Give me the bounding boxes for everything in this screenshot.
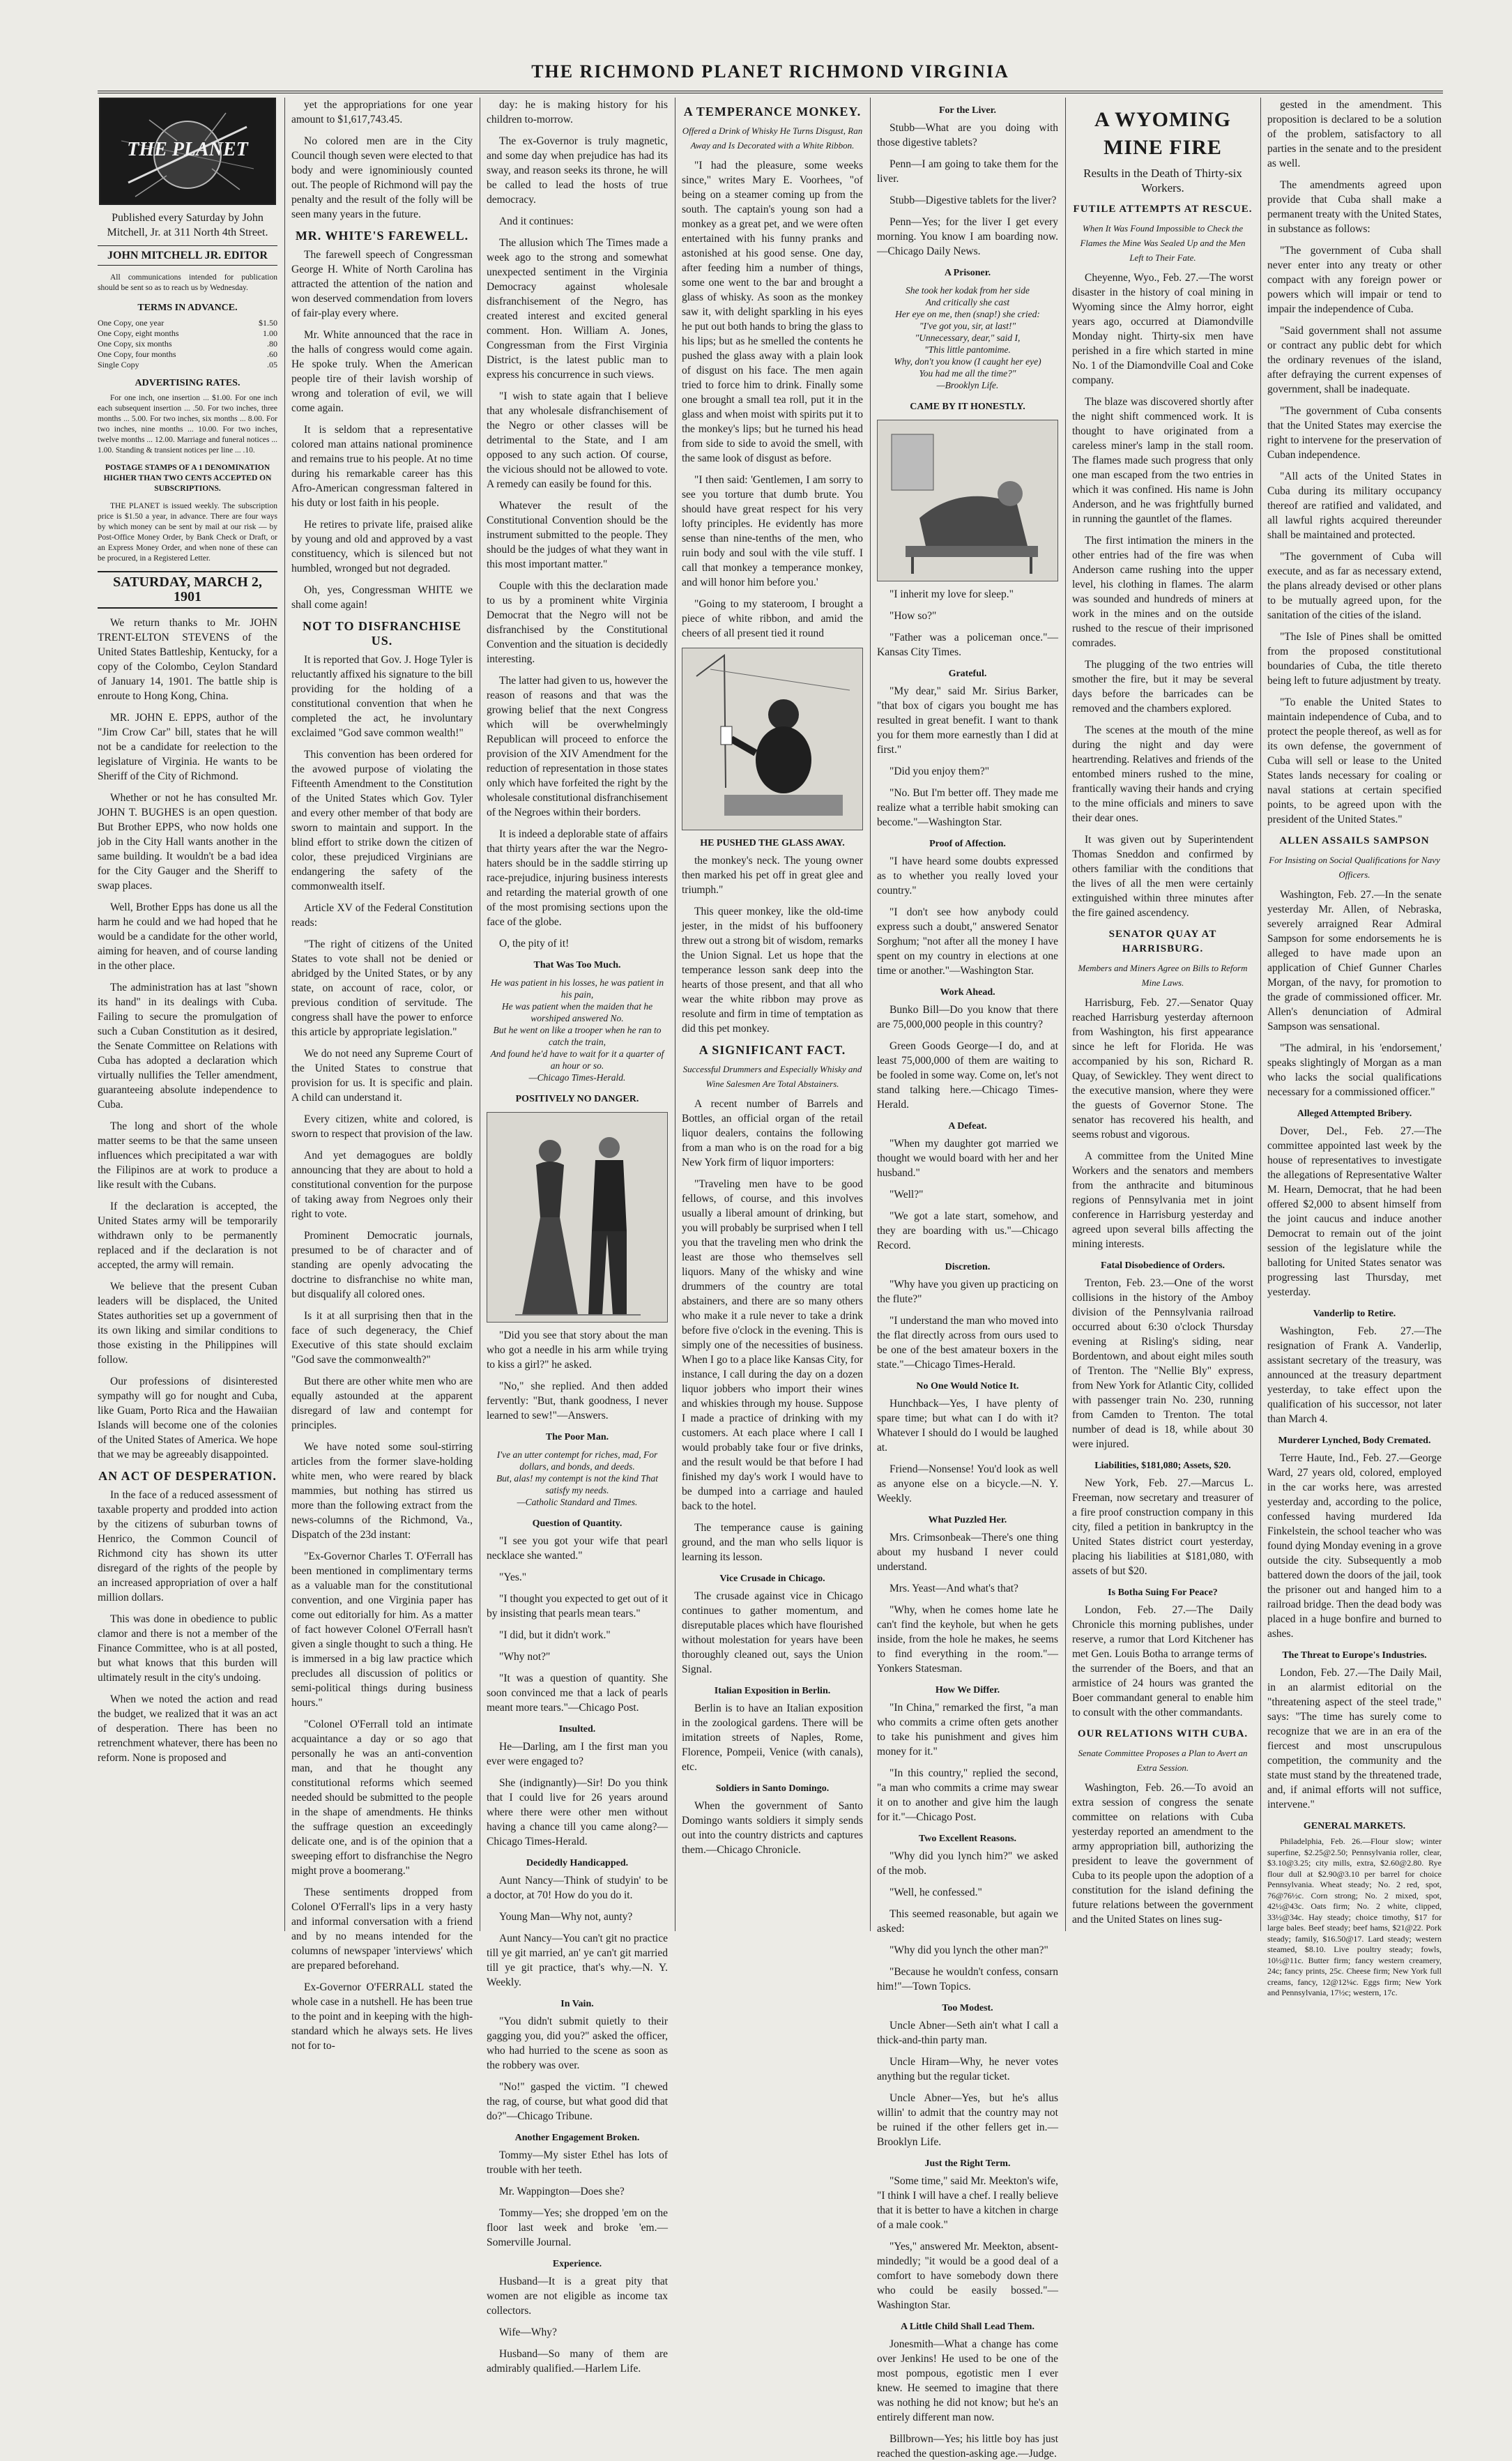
article-paragraph: This seemed reasonable, but again we asked: <box>877 1908 1058 1935</box>
article-headline: Grateful. <box>948 669 987 679</box>
article-paragraph: day: he is making history for his children to-morrow. <box>487 99 668 125</box>
article-headline: NOT TO DISFRANCHISE US. <box>302 619 462 648</box>
article-paragraph: "Why did you lynch the other man?" <box>889 1944 1048 1956</box>
article-paragraph: This was done in obedience to public clamor and there is not a member of the Finance Committee, who is at all posted, but what knows that this burden will ultimately result in the city's undoing. <box>98 1613 277 1684</box>
article-paragraph: "Why did you lynch him?" we asked of the mob. <box>877 1850 1058 1877</box>
article-paragraph: "Why not?" <box>499 1651 551 1663</box>
article-paragraph: Mr. Wappington—Does she? <box>499 2186 625 2197</box>
terms-row: One Copy, four months .60 <box>98 349 277 359</box>
article-headline: A WYOMING MINE FIRE <box>1094 108 1231 159</box>
article-paragraph: "Father was a policeman once."—Kansas City Times. <box>877 632 1058 658</box>
article-headline: A SIGNIFICANT FACT. <box>698 1043 846 1057</box>
article-paragraph: "It was a question of quantity. She soon convinced me that a lack of pearls meant more tears."—Chicago Post. <box>487 1673 668 1714</box>
article-paragraph: "Ex-Governor Charles T. O'Ferrall has been mentioned in complimentary terms as a valuable man for the constitutional convention, and one Virginia paper has come out editorially for him. As a matter of fact however Colonel O'Ferrall hasn't given a single thought to such a thing. He is immersed in a big law practice which precludes all discussion of politics or semi-political things during business hours." <box>291 1550 473 1709</box>
article-paragraph: Washington, Feb. 26.—To avoid an extra session of congress the senate committee on relations with Cuba yesterday reported an amendment to the army appropriation bill, authorizing the president to leave the government of Cuba to its people upon the adoption of a constitution for the island defining the future relations between the government and the United States on lines sug- <box>1072 1782 1253 1926</box>
article-paragraph: A committee from the United Mine Workers and the senators and members from the anthracite and bituminous regions of Pennsylvania met in joint conference in Harrisburg yesterday and agreed upon several bills affecting the mining interests. <box>1072 1150 1253 1250</box>
article-paragraph: And yet demagogues are boldly announcing that they are about to hold a constitutional convention for the purpose of taking away from Negroes only their right to vote. <box>291 1150 473 1220</box>
article-paragraph: Article XV of the Federal Constitution reads: <box>291 902 473 929</box>
article-paragraph: Husband—So many of them are admirably qualified.—Harlem Life. <box>487 2348 668 2375</box>
article-paragraph: "Well?" <box>889 1189 924 1201</box>
article-headline: For the Liver. <box>938 105 997 116</box>
column-5 <box>877 98 1058 2460</box>
article-paragraph: Friend—Nonsense! You'd look as well as anyone else on a bicycle.—N. Y. Weekly. <box>877 1463 1058 1504</box>
article-subhead: For Insisting on Social Qualifications for Navy Officers. <box>1269 855 1440 880</box>
article-paragraph: The plugging of the two entries will smother the fire, but it may be several days before the barricades can be removed and the chambers explored. <box>1072 659 1253 715</box>
article-paragraph: Terre Haute, Ind., Feb. 27.—George Ward, 27 years old, colored, employed in the car works here, was arrested yesterday and, according to the police, confessed having murdered Ida Finkelstein, the school teacher who was found dying Monday evening in a grove outside the city. Subsequently a mob battered down the doors of the jail, took the prisoner out and hanged him to a railroad bridge. Then the dead body was placed in a huge bonfire and burned to ashes. <box>1267 1452 1442 1640</box>
article-subhead: When It Was Found Impossible to Check the Flames the Mine Was Sealed Up and the Men Left to Their Fate. <box>1080 223 1246 263</box>
article-headline: Vice Crusade in Chicago. <box>719 1574 825 1584</box>
article-paragraph: Tommy—Yes; she dropped 'em on the floor last week and broke 'em.—Somerville Journal. <box>487 2207 668 2248</box>
article-paragraph: Cheyenne, Wyo., Feb. 27.—The worst disaster in the history of coal mining in Wyoming since the Almy horror, eight years ago, occurred at Diamondville Monday night. Thirty-six men have perished in a fire which started in mine No. 1 of the Diamondville Coal and Coke company. <box>1072 272 1253 386</box>
article-paragraph: This queer monkey, like the old-time jester, in the midst of his buffoonery threw out a strong bit of wisdom, remarks the Union Signal. Let us hope that the temperance lesson sank deep into the hearts of those present, and that all who wear the white ribbon may prove as resolute and firm in time of temptation as did this pet monkey. <box>682 906 864 1035</box>
article-paragraph: When we noted the action and read the budget, we realized that it was an act of desperation. There has been no retrenchment whatever, there has been no reform. None is proposed and <box>98 1693 277 1764</box>
article-paragraph: Uncle Hiram—Why, he never votes anything but the regular ticket. <box>877 2056 1058 2082</box>
article-paragraph: "I have heard some doubts expressed as to whether you really loved your country." <box>877 855 1058 897</box>
article-paragraph: We do not need any Supreme Court of the United States to construe that provision for us. It is specific and plain. A child can understand it. <box>291 1048 473 1104</box>
article-paragraph: Bunko Bill—Do you know that there are 75,000,000 people in this country? <box>877 1004 1058 1030</box>
sleeper-drawing <box>878 420 1057 581</box>
column-4 <box>682 98 863 1938</box>
article-paragraph: "Colonel O'Ferrall told an intimate acquaintance a day or so ago that personally he was an anti-convention man, and that he thought any constitutional reforms which seemed needed should be submitted to the people in the shape of amendments. He thinks the suffrage question an exceedingly delicate one, and is of the opinion that a sweeping effort to disfranchise the Negro might prove a boomerang." <box>291 1719 473 1877</box>
article-headline: Question of Quantity. <box>532 1518 623 1529</box>
article-paragraph: "In China," remarked the first, "a man who commits a crime often gets another to take his punishment and gives him money for it." <box>877 1702 1058 1758</box>
article-paragraph: "I see you got your wife that pearl necklace she wanted." <box>487 1535 668 1562</box>
article-headline: Just the Right Term. <box>924 2158 1011 2169</box>
article-headline: ALLEN ASSAILS SAMPSON <box>1279 835 1430 846</box>
column-rule <box>1260 98 1261 1931</box>
article-headline: GENERAL MARKETS. <box>1303 1821 1406 1831</box>
article-paragraph: The blaze was discovered shortly after the night shift commenced work. It is thought to have originated from a careless miner's lamp in the stall room. The flames made such progress that only one man escaped from the two entries in which it was confined. His name is John Anderson, and he was frightfully burned in running the gauntlet of the flames. <box>1072 396 1253 525</box>
article-paragraph: Oh, yes, Congressman WHITE we shall come again! <box>291 584 473 611</box>
article-paragraph: It was given out by Superintendent Thomas Sneddon and confirmed by others familiar with the conditions that the lives of all the men were certainly extinguished within three minutes after the fire gained ascendency. <box>1072 834 1253 919</box>
article-paragraph: Is it at all surprising then that in the face of such degeneracy, the Chief Executive of this state should exclaim "God save the commonwealth?" <box>291 1310 473 1366</box>
article-paragraph: It is indeed a deplorable state of affairs that thirty years after the war the Negro-haters should be in the saddle stirring up race-prejudice, injuring business interests and retarding the material growth of one of the most promising sections upon the face of the globe. <box>487 828 668 928</box>
article-paragraph: We believe that the present Cuban leaders will be displaced, the United States authorities set up a government of its own liking and similar conditions to those existing in the Philippines will follow. <box>98 1281 277 1366</box>
article-paragraph: She (indignantly)—Sir! Do you think that I could live for 26 years around where there were other men without having a chance till you came along?—Chicago Times-Herald. <box>487 1777 668 1847</box>
article-headline: Insulted. <box>558 1724 596 1735</box>
article-paragraph: "We got a late start, somehow, and they are boarding with us."—Chicago Record. <box>877 1210 1058 1251</box>
article-headline: In Vain. <box>560 1999 594 2009</box>
article-paragraph: "Going to my stateroom, I brought a piece of white ribbon, and amid the cheers of all present tied it round <box>682 598 863 639</box>
article-paragraph: "My dear," said Mr. Sirius Barker, "that box of cigars you bought me has resulted in great benefit. I want to thank you for them more earnestly than I did at first." <box>877 685 1058 756</box>
column-rule <box>870 98 871 1931</box>
article-paragraph: The long and short of the whole matter seems to be that the same unseen influences which precipitated a war with the Filipinos are at work to produce a like result with the Cubans. <box>98 1120 277 1191</box>
article-headline: Discretion. <box>945 1262 991 1272</box>
article-paragraph: Uncle Abner—Seth ain't what I call a thick-and-thin party man. <box>877 2020 1058 2046</box>
illustration-caption: HE PUSHED THE GLASS AWAY. <box>700 838 845 848</box>
article-paragraph: In the face of a reduced assessment of taxable property and prodded into action by the citizens of suburban towns of Henrico, the Common Council of Richmond city has shown its utter disregard of the rights of the people by an increased appropriation of over a half million dollars. <box>98 1489 277 1603</box>
article-paragraph: "No," she replied. And then added fervently: "But, thank goodness, I never learned to sew!"—Answers. <box>487 1380 668 1422</box>
article-headline: Experience. <box>552 2259 602 2269</box>
article-paragraph: Uncle Abner—Yes, but he's allus willin' to admit that the country may not be ruined if the other fellers get in.—Brooklyn Life. <box>877 2092 1058 2148</box>
article-headline: A Prisoner. <box>944 268 991 278</box>
article-paragraph: Penn—I am going to take them for the liver. <box>877 158 1058 185</box>
article-paragraph: "You didn't submit quietly to their gagging you, did you?" asked the officer, who had hurried to the scene as soon as the robbery was over. <box>487 2016 668 2071</box>
article-paragraph: New York, Feb. 27.—Marcus L. Freeman, now secretary and treasurer of a fire proof construction company in this city, filed a petition in bankruptcy in the United States district court yesterday, placing his liabilities at $181,080, with assets of but $20. <box>1072 1477 1253 1577</box>
article-paragraph: Hunchback—Yes, I have plenty of spare time; but what can I do with it? Whatever I should do I would be laughed at. <box>877 1398 1058 1454</box>
article-paragraph: "How so?" <box>889 610 937 622</box>
article-paragraph: yet the appropriations for one year amount to $1,617,743.45. <box>291 99 473 125</box>
article-headline: FUTILE ATTEMPTS AT RESCUE. <box>1073 204 1253 215</box>
article-paragraph: The farewell speech of Congressman George H. White of North Carolina has attracted the attention of the nation and won deserved commendation from lovers of fair-play every where. <box>291 249 473 319</box>
verse: I've an utter contempt for riches, mad, For dollars, and bonds, and deeds. But, alas! my contempt is not the kind That satisfy my needs. —Catholic Standard and Times. <box>496 1449 659 1507</box>
article-paragraph: "Well, he confessed." <box>889 1887 982 1898</box>
article-paragraph: "Why have you given up practicing on the flute?" <box>877 1279 1058 1305</box>
monkey-drawing <box>682 648 862 830</box>
column-rule <box>284 98 285 1931</box>
column-3 <box>487 98 668 2375</box>
article-paragraph: MR. JOHN E. EPPS, author of the "Jim Crow Car" bill, states that he will not be a candidate for reelection to the legislature of Virginia. He wants to be Sheriff of the City of Richmond. <box>98 712 277 782</box>
terms-row: One Copy, one year $1.50 <box>98 318 277 328</box>
logo-text: THE PLANET <box>127 139 248 160</box>
article-paragraph: The ex-Governor is truly magnetic, and some day when prejudice has had its sway, and reason seeks its throne, he will be called to lead the hosts of true democracy. <box>487 135 668 206</box>
article-paragraph: gested in the amendment. This proposition is declared to be a solution of the problem, satisfactory to all parties in the senate and to the president as well. <box>1267 99 1442 169</box>
article-paragraph: The amendments agreed upon provide that Cuba shall make a permanent treaty with the United States, in substance as follows: <box>1267 179 1442 235</box>
article-paragraph: Penn—Yes; for the liver I get every morning. You know I am boarding now.—Chicago Daily News. <box>877 216 1058 257</box>
article-paragraph: "Yes." <box>499 1571 527 1583</box>
article-paragraph: But there are other white men who are equally astounded at the apparent disregard of law and contempt for principles. <box>291 1376 473 1431</box>
article-headline: A Defeat. <box>948 1121 987 1132</box>
article-paragraph: Trenton, Feb. 23.—One of the worst collisions in the history of the Amboy division of the Pennsylvania railroad occurred about 6:30 o'clock Thursday evening at Risling's siding, near Bordentown, and about eight miles south of Trenton. The "Nellie Bly" express, from New York for Atlantic City, collided with passenger train No. 230, running from Camden to Trenton. The total number of dead is 18, while about 30 were injured. <box>1072 1277 1253 1450</box>
article-paragraph: The crusade against vice in Chicago continues to gather momentum, and disreputable places which have flourished without molestation for years have been thoroughly cleaned out, says the Union Signal. <box>682 1590 863 1675</box>
article-headline: Work Ahead. <box>940 987 995 998</box>
issue-notice: THE PLANET is issued weekly. The subscription price is $1.50 a year, in advance. There are four ways by which money can be sent by mail at our risk — by Post-Office Money Order, by Bank Check or Draft, or an Express Money Order, and when none of these can be procured, in a Registered Letter. <box>98 502 277 563</box>
article-headline: The Poor Man. <box>545 1432 609 1442</box>
article-headline: Proof of Affection. <box>929 839 1006 849</box>
article-paragraph: These sentiments dropped from Colonel O'Ferrall's lips in a very hasty and informal conversation with a friend and by no means intended for the columns of newspaper 'interviews' which are prepared beforehand. <box>291 1887 473 1972</box>
article-paragraph: We return thanks to Mr. JOHN TRENT-ELTON STEVENS of the United States Battleship, Kentucky, for a copy of the Colombo, Ceylon Standard of January 14, 1901. The battle ship is enroute to Hong Kong, China. <box>98 617 277 702</box>
article-headline: SENATOR QUAY AT HARRISBURG. <box>1108 929 1217 954</box>
article-paragraph: "The admiral, in his 'endorsement,' speaks slightingly of Morgan as a man who lacks the social qualifications necessary for a commissioned officer." <box>1267 1042 1442 1098</box>
article-paragraph: Mrs. Yeast—And what's that? <box>889 1583 1018 1594</box>
article-subhead: Results in the Death of Thirty-six Workers. <box>1083 167 1242 195</box>
article-paragraph: Stubb—What are you doing with those digestive tablets? <box>877 122 1058 148</box>
verse: He was patient in his losses, he was patient in his pain, He was patient when the maiden that he worshiped answered No. But he went on like a trooper when he ran to catch the train, And found he'd have to wait for it a quarter of an hour or so. —Chicago Times-Herald. <box>490 977 664 1083</box>
article-headline: Fatal Disobedience of Orders. <box>1100 1260 1225 1271</box>
article-paragraph: "No!" gasped the victim. "I chewed the rag, of course, but what good did that do?"—Chicago Tribune. <box>487 2081 668 2122</box>
article-headline: Another Engagement Broken. <box>514 2133 640 2143</box>
publication-info: Published every Saturday by John Mitchell, Jr. at 311 North 4th Street. <box>107 212 268 238</box>
article-paragraph: Dover, Del., Feb. 27.—The committee appointed last week by the house of representatives to investigate the allegations of Representative Walter M. Hearn, Democrat, that he had been offered $2,000 to absent himself from the joint caucus and induce another Democrat to remain out of the joint session of the legislature while the balloting for United States senator was progressing last Thursday, met yesterday. <box>1267 1125 1442 1298</box>
article-paragraph: He retires to private life, praised alike by young and old and approved by a vast constituency, which is silenced but not humbled, wronged but not degraded. <box>291 519 473 574</box>
article-subhead: Senate Committee Proposes a Plan to Avert an Extra Session. <box>1078 1748 1248 1773</box>
column-7 <box>1267 98 1442 1997</box>
article-headline: Liabilities, $181,080; Assets, $20. <box>1094 1461 1231 1471</box>
column-rule <box>1065 98 1066 1931</box>
article-paragraph: Couple with this the declaration made to us by a prominent white Virginia Democrat that the Negro will not be disfranchised by the Constitutional Convention and the situation is decidedly interesting. <box>487 580 668 665</box>
article-paragraph: Every citizen, white and colored, is sworn to respect that provision of the law. <box>291 1113 473 1140</box>
article-headline: Murderer Lynched, Body Cremated. <box>1278 1435 1431 1446</box>
article-paragraph: Mrs. Crimsonbeak—There's one thing about my husband I never could understand. <box>877 1532 1058 1573</box>
article-paragraph: And it continues: <box>499 215 574 227</box>
illustration-couple <box>487 1112 668 1323</box>
column-1 <box>98 98 277 1938</box>
issue-dateline: SATURDAY, MARCH 2, 1901 <box>98 571 277 609</box>
article-paragraph: "The government of Cuba shall never enter into any treaty or other compact with any foreign power or powers which will impair or tend to impair the independence of Cuba. <box>1267 245 1442 315</box>
article-paragraph: "I understand the man who moved into the flat directly across from ours used to be one of the best amateur boxers in the state."—Chicago Times-Herald. <box>877 1315 1058 1371</box>
article-paragraph: "I did, but it didn't work." <box>499 1629 611 1641</box>
article-paragraph: "Did you see that story about the man who got a needle in his arm while trying to kiss a girl?" he asked. <box>487 1329 668 1371</box>
article-headline: Vanderlip to Retire. <box>1313 1309 1396 1319</box>
article-paragraph: "To enable the United States to maintain independence of Cuba, and to protect the people thereof, as well as for its own defense, the government of Cuba will sell or lease to the United States lands necessary for coaling or naval stations at certain specified points, to be agreed upon with the president of the United States." <box>1267 696 1442 825</box>
terms-row: One Copy, eight months 1.00 <box>98 328 277 338</box>
postage-notice: POSTAGE STAMPS OF A 1 DENOMINATION HIGHER THAN TWO CENTS ACCEPTED ON SUBSCRIPTIONS. <box>103 464 272 493</box>
article-paragraph: Ex-Governor O'FERRALL stated the whole case in a nutshell. He has been true to the point and in keeping with the high-standard which he always sets. He lives not for to- <box>291 1981 473 2052</box>
article-paragraph: Stubb—Digestive tablets for the liver? <box>889 195 1057 206</box>
article-headline: POSITIVELY NO DANGER. <box>515 1094 639 1104</box>
article-paragraph: Mr. White announced that the race in the halls of congress would come again. He spoke truly. When the American people tire of their lavish worship of wrong and toleration of evil, we will come again. <box>291 329 473 414</box>
article-headline: Alleged Attempted Bribery. <box>1297 1108 1412 1119</box>
market-report: Philadelphia, Feb. 26.—Flour slow; winter superfine, $2.25@2.50; Pennsylvania roller, clear, $3.10@3.25; city mills, extra, $2.60@2.80. Rye flour dull at $2.90@3.10 per barrel for choice Pennsylvania. Wheat steady; No. 2 red, spot, 76@76½c. Corn strong; No. 2 mixed, spot, 42½@43c. Oats firm; No. 2 white, clipped, 33½@34c. Hay steady; choice timothy, $17 for large bales. Beef steady; beef hams, $21@22. Pork steady; family, $16.50@17. Lard steady; western steamed, $8.10. Live poultry steady; fowls, 10½@11c. Butter firm; fancy western creamery, 24c; fancy prints, 25c. Cheese firm; New York full creams, fancy, 12@12¼c. Eggs firm; New York and Pennsylvania, 17½c; western, 17c. <box>1267 1836 1442 1997</box>
article-paragraph: Wife—Why? <box>499 2326 557 2338</box>
article-paragraph: We have noted some soul-stirring articles from the former slave-holding white men, who were reared by black mammies, but nothing has stirred us more than the following extract from the news-columns of the Richmond, Va., Dispatch of the 23d instant: <box>291 1441 473 1541</box>
article-paragraph: This convention has been ordered for the avowed purpose of violating the Fifteenth Amendment to the Constitution of the United States which Gov. Tyler and every other member of that body are sworn to maintain and support. In the blind effort to strike down the citizen of color, these prejudiced Virginians are endangering the safety of the commonwealth itself. <box>291 749 473 892</box>
article-paragraph: Young Man—Why not, aunty? <box>499 1911 633 1923</box>
article-paragraph: Husband—It is a great pity that women are not eligible as income tax collectors. <box>487 2276 668 2317</box>
article-paragraph: Aunt Nancy—Think of studyin' to be a doctor, at 70! How do you do it. <box>487 1875 668 1901</box>
article-paragraph: "The government of Cuba consents that the United States may exercise the right to intervene for the preservation of Cuban independence. <box>1267 405 1442 461</box>
article-paragraph: The temperance cause is gaining ground, and the man who sells liquor is learning its lesson. <box>682 1522 863 1563</box>
article-headline: Two Excellent Reasons. <box>918 1834 1017 1844</box>
article-paragraph: "Yes," answered Mr. Meekton, absent-mindedly; "it would be a good deal of a comfort to have somebody down there who could be easily bossed."—Washington Star. <box>877 2241 1058 2311</box>
article-paragraph: If the declaration is accepted, the United States army will be temporarily withdrawn only to be permanently replaced and if the declaration is not accepted, the army will remain. <box>98 1201 277 1271</box>
article-headline: MR. WHITE'S FAREWELL. <box>295 229 469 243</box>
article-paragraph: "Why, when he comes home late he can't find the keyhole, but when he gets inside, from the hole he makes, he seems to find everything in the room."—Yonkers Statesman. <box>877 1604 1058 1675</box>
article-paragraph: Berlin is to have an Italian exposition in the zoological gardens. There will be imitation streets of Naples, Rome, Florence, Pompeii, Venice (with canals), etc. <box>682 1702 863 1773</box>
article-headline: Is Botha Suing For Peace? <box>1108 1587 1218 1598</box>
article-paragraph: It is reported that Gov. J. Hoge Tyler is reluctantly affixed his signature to the bill providing for the holding of a constitutional convention that when he completed the act, he involuntary exclaimed "God save common wealth!" <box>291 654 473 739</box>
article-paragraph: Well, Brother Epps has done us all the harm he could and we had hoped that he would be a candidate for the other world, aiming for heaven, and of course landing in the other place. <box>98 901 277 972</box>
article-paragraph: When the government of Santo Domingo wants soldiers it simply sends out into the country districts and captures them.—Chicago Chronicle. <box>682 1800 863 1856</box>
article-paragraph: London, Feb. 27.—The Daily Chronicle this morning publishes, under reserve, a rumor that Lord Kitchener has met Gen. Louis Botha to arrange terms of the surrender of the Boers, and that an armistice of 24 hours was granted the Boer commandant general to enable him to consult with the other commandants. <box>1072 1604 1253 1719</box>
article-paragraph: "No. But I'm better off. They made me realize what a terrible habit smoking can become."—Washington Star. <box>877 787 1058 828</box>
article-paragraph: "I inherit my love for sleep." <box>889 588 1014 600</box>
article-paragraph: The first intimation the miners in the other entries had of the fire was when Anderson came rushing into the upper level, his clothing in flames. The alarm was sounded and hundreds of miners at work in the mines and on the outside rushed to the rescue of their imprisoned comrades. <box>1072 535 1253 649</box>
article-paragraph: "The Isle of Pines shall be omitted from the proposed constitutional boundaries of Cuba, the title thereto being left to future adjustment by treaty. <box>1267 631 1442 687</box>
verse: She took her kodak from her side And critically she cast Her eye on me, then (snap!) she cried: "I've got you, sir, at last!" "Unnecessary, dear," said I, "This little pantomime. Why, don't you know (I caught her eye) You had me all the time?" —Brooklyn Life. <box>894 285 1041 390</box>
couple-drawing <box>487 1113 667 1322</box>
article-paragraph: Green Goods George—I do, and at least 75,000,000 of them are waiting to be fooled in some way. Come on, let's not stand talking here.—Chicago Times-Herald. <box>877 1040 1058 1111</box>
article-paragraph: Aunt Nancy—You can't git no practice till ye git married, an' ye can't git married till ye git practice, that's why.—N. Y. Weekly. <box>487 1933 668 1988</box>
article-paragraph: "Some time," said Mr. Meekton's wife, "I think I will have a chef. I really believe that it is better to have a kitchen in charge of a male cook." <box>877 2175 1058 2231</box>
article-paragraph: Harrisburg, Feb. 27.—Senator Quay reached Harrisburg yesterday afternoon from Washington, his first appearance since he left for Florida. He was accompanied by his son, Richard R. Quay, of Sewickley. They went direct to the executive mansion, where they were the guests of Governor Stone. The senator has recovered his health, and seems robust and vigorous. <box>1072 997 1253 1141</box>
terms-heading: TERMS IN ADVANCE. <box>137 303 238 313</box>
illustration-monkey <box>682 648 863 830</box>
article-paragraph: Whether or not he has consulted Mr. JOHN T. BUGHES is an open question. But Brother EPPS, who now holds one job in the City Hall wants another in the same building. It wouldn't be a bad idea for the City Gauger and the Sheriff to swap places. <box>98 792 277 892</box>
article-headline: The Threat to Europe's Industries. <box>1282 1650 1427 1661</box>
article-paragraph: "Said government shall not assume or contract any public debt for which the ordinary revenues of the island, after defraying the current expenses of government, shall be inadequate. <box>1267 325 1442 395</box>
article-paragraph: He—Darling, am I the first man you ever were engaged to? <box>487 1741 668 1767</box>
article-headline: A TEMPERANCE MONKEY. <box>683 105 862 119</box>
illustration-sleeper <box>877 420 1058 581</box>
article-paragraph: "I thought you expected to get out of it by insisting that pearls mean tears." <box>487 1593 668 1620</box>
article-subhead: Members and Miners Agree on Bills to Reform Mine Laws. <box>1078 963 1248 988</box>
article-paragraph: "Did you enjoy them?" <box>889 765 990 777</box>
article-subhead: Successful Drummers and Especially Whisky and Wine Salesmen Are Total Abstainers. <box>682 1064 862 1089</box>
article-headline: Soldiers in Santo Domingo. <box>715 1783 830 1794</box>
column-6 <box>1072 98 1253 1938</box>
article-paragraph: the monkey's neck. The young owner then marked his pet off in great glee and triumph." <box>682 855 863 896</box>
article-paragraph: "The government of Cuba will execute, and as far as necessary extend, the plans already devised or other plans to be mutually agreed upon, for the sanitation of the cities of the island. <box>1267 551 1442 621</box>
article-paragraph: No colored men are in the City Council though seven were elected to that body and were ignominiously counted out. The people of Richmond will pay the penalty and the result of the folly will be seen many years in the future. <box>291 135 473 220</box>
article-paragraph: "The right of citizens of the United States to vote shall not be denied or abridged by the United States, or by any state, on account of race, color, or previous condition of servitude. The congress shall have the power to enforce this article by appropriate legislation." <box>291 938 473 1038</box>
article-paragraph: The allusion which The Times made a week ago to the strong and somewhat unexpected sentiment in the Virginia Democracy against wholesale disfranchisement of the Negro, has created interest and excited general comment. Hon. William A. Jones, Congressman from the First Virginia District, is the latest public man to express his concurrence in such views. <box>487 237 668 381</box>
article-paragraph: "All acts of the United States in Cuba during its military occupancy thereof are ratified and validated, and all lawful rights acquired thereunder shall be maintained and protected. <box>1267 471 1442 541</box>
article-headline: Decidedly Handicapped. <box>526 1858 629 1868</box>
article-paragraph: "When my daughter got married we thought we would board with her and her husband." <box>877 1138 1058 1179</box>
article-paragraph: Jonesmith—What a change has come over Jenkins! He used to be one of the most pompous, egotistic men I ever knew. He seemed to imagine that there was nothing he did not know; but he's an entirely different man now. <box>877 2338 1058 2423</box>
article-paragraph: It is seldom that a representative colored man attains national prominence and remains true to his people. At no time during his remarkable career has this Afro-American congressman faltered in his duty or lost faith in his people. <box>291 424 473 509</box>
editor-line: JOHN MITCHELL JR. EDITOR <box>98 245 277 266</box>
advertising-heading: ADVERTISING RATES. <box>135 378 240 388</box>
article-headline: That Was Too Much. <box>533 960 621 970</box>
article-paragraph: The scenes at the mouth of the mine during the night and day were heartrending. Relatives and friends of the entombed miners rushed to the mine, frantically waving their hands and crying to the mine officials and miners to save their dear ones. <box>1072 724 1253 824</box>
article-paragraph: London, Feb. 27.—The Daily Mail, in an alarmist editorial on the "threatening aspect of the steel trade," says: "The time has surely come to recognize that we are in an era of the fiercest and most unscrupulous competition, the community and the state must stand by the threatened trade, and, if animal efforts will not suffice, intervene." <box>1267 1667 1442 1811</box>
masthead: THE RICHMOND PLANET RICHMOND VIRGINIA <box>98 61 1443 93</box>
article-paragraph: Washington, Feb. 27.—The resignation of Frank A. Vanderlip, assistant secretary of the treasury, was announced at the treasury department yesterday, to take effect upon the qualification of his successor, not later than March 4. <box>1267 1325 1442 1425</box>
article-paragraph: "I then said: 'Gentlemen, I am sorry to see you torture that dumb brute. You should have great respect for his very lofty principles. He evidently has more sense than nine-tenths of the men, who ruin body and soul with the vile stuff. I call that monkey a temperance monkey, and will honor him before you.' <box>682 474 863 588</box>
article-headline: CAME BY IT HONESTLY. <box>910 402 1025 412</box>
article-paragraph: "Because he wouldn't confess, consarn him!"—Town Topics. <box>877 1966 1058 1993</box>
article-paragraph: "I don't see how anybody could express such a doubt," answered Senator Sorghum; "not after all the money I have spent on my country in elections at one time or another."—Washington Star. <box>877 906 1058 977</box>
article-headline: OUR RELATIONS WITH CUBA. <box>1077 1728 1248 1739</box>
article-headline: No One Would Notice It. <box>916 1381 1019 1392</box>
article-headline: Italian Exposition in Berlin. <box>714 1686 831 1696</box>
terms-list <box>98 318 277 370</box>
article-headline: What Puzzled Her. <box>928 1515 1007 1525</box>
article-headline: AN ACT OF DESPERATION. <box>98 1469 277 1483</box>
article-paragraph: Tommy—My sister Ethel has lots of trouble with her teeth. <box>487 2149 668 2176</box>
article-paragraph: "Traveling men have to be good fellows, of course, and this involves usually a liberal amount of drinking, but you will probably be surprised when I tell you that the traveling men who drink the least are those who themselves sell liquors. Many of the whisky and wine drummers of the country are total abstainers, and there are so many others who make it a rule never to take a drink before five o'clock in the evening. This is simply one of the necessities of business. When I go to a place like Kansas City, for instance, I call during the day on a dozen liquor jobbers who import their wines and whiskies through my house. Suppose I made a practice of drinking with my customers. At each place where I call I would probably take four or five drinks, and the result would be that before I had finished my day's work I would have to be dumped into a carriage and hauled back to the hotel. <box>682 1178 863 1512</box>
article-paragraph: "I wish to state again that I believe that any wholesale disfranchisement of the Negro or other classes will be detrimental to the State, and I am opposed to any such action. Of course, the vicious should not be allowed to vote. A remedy can easily be found for this. <box>487 390 668 490</box>
article-paragraph: Prominent Democratic journals, presumed to be of character and of standing are openly advocating the doctrine to disfranchise no white man, but disqualify all colored ones. <box>291 1230 473 1300</box>
article-paragraph: A recent number of Barrels and Bottles, an official organ of the retail liquor dealers, contains the following from a man who is on the road for a big New York firm of liquor importers: <box>682 1098 863 1168</box>
advertising-rates: For one inch, one insertion ... $1.00. For one inch each subsequent insertion ... .50. For two inches, three months ... 5.00. For two inches, six months ... 8.00. For two inches, nine months ... 10.00. For two inches, twelve months ... 12.00. Marriage and funeral notices ... 1.00. Standing & transient notices per line ... .10. <box>98 394 277 455</box>
article-paragraph: Our professions of disinterested sympathy will go for nought and Cuba, like Guam, Porto Rica and the Hawaiian Islands will become one of the colonies of the United States of America. We hope that we may be agreeably disappointed. <box>98 1376 277 1461</box>
planet-logo <box>99 98 276 205</box>
article-paragraph: "I had the pleasure, some weeks since," writes Mary E. Voorhees, "of being on a steamer coming up from the south. The captain's young son had a monkey as a great pet, and we were often entertained with his funny pranks and astonished at his good sense. One day, after feeding him a number of things, some one went to the bar and brought a glass of whisky. As soon as the monkey saw it, with delight sparkling in his eyes he put out both hands to bring the glass to his lips; but as he smelled the contents he pushed the glass away with a plain look of disgust on his face. The men again tried to force him to drink. Finally some one brought a small tea roll, put it in the glass and when moist with spirits put it to the monkey's lips; but he turned his head from side to side to avoid the smell, with the same look of disgust as before. <box>682 160 863 464</box>
article-headline: A Little Child Shall Lead Them. <box>901 2322 1034 2332</box>
article-headline: How We Differ. <box>935 1685 1000 1696</box>
communications-notice: All communications intended for publication should be sent so as to reach us by Wednesday. <box>98 273 277 292</box>
article-paragraph: The latter had given to us, however the reason of reasons and that was the growing belief that the next Congress which will be overwhelmingly Republican will proceed to enforce the provision of the XIV Amendment for the reduction of representation in those states only which have forfeited the right by the wholesale constitutional disfranchisement of the Negroes within their borders. <box>487 675 668 818</box>
article-paragraph: The administration has at last "shown its hand" in its dealings with Cuba. Failing to secure the promulgation of such a Cuban Constitution as it desired, the Senate Committee on Relations with Cuba has adopted a declaration which virtually nullifies the Teller amendment, guaranteeing absolute independence to Cuba. <box>98 982 277 1111</box>
article-paragraph: Whatever the result of the Constitutional Convention should be the instrument submitted to the people. They should be the judges of what they want in this most important matter." <box>487 500 668 570</box>
article-paragraph: O, the pity of it! <box>499 938 570 950</box>
column-2 <box>291 98 473 2052</box>
article-paragraph: Billbrown—Yes; his little boy has just reached the question-asking age.—Judge. <box>877 2433 1058 2460</box>
article-headline: Too Modest. <box>942 2003 993 2013</box>
terms-row: Single Copy .05 <box>98 360 277 369</box>
article-paragraph: "In this country," replied the second, "a man who commits a crime may swear it on to another and give him the laugh for it."—Chicago Post. <box>877 1767 1058 1823</box>
article-subhead: Offered a Drink of Whisky He Turns Disgust, Ran Away and Is Decorated with a White Ribbon. <box>682 125 863 151</box>
terms-row: One Copy, six months .80 <box>98 339 277 349</box>
article-paragraph: Washington, Feb. 27.—In the senate yesterday Mr. Allen, of Nebraska, severely arraigned Rear Admiral Sampson for some endorsements he is alleged to have made upon an application of Chief Gunner Charles Morgan, of the navy, for promotion to the grade of commissioned officer. Mr. Allen's denunciation of Admiral Sampson was sensational. <box>1267 889 1442 1033</box>
